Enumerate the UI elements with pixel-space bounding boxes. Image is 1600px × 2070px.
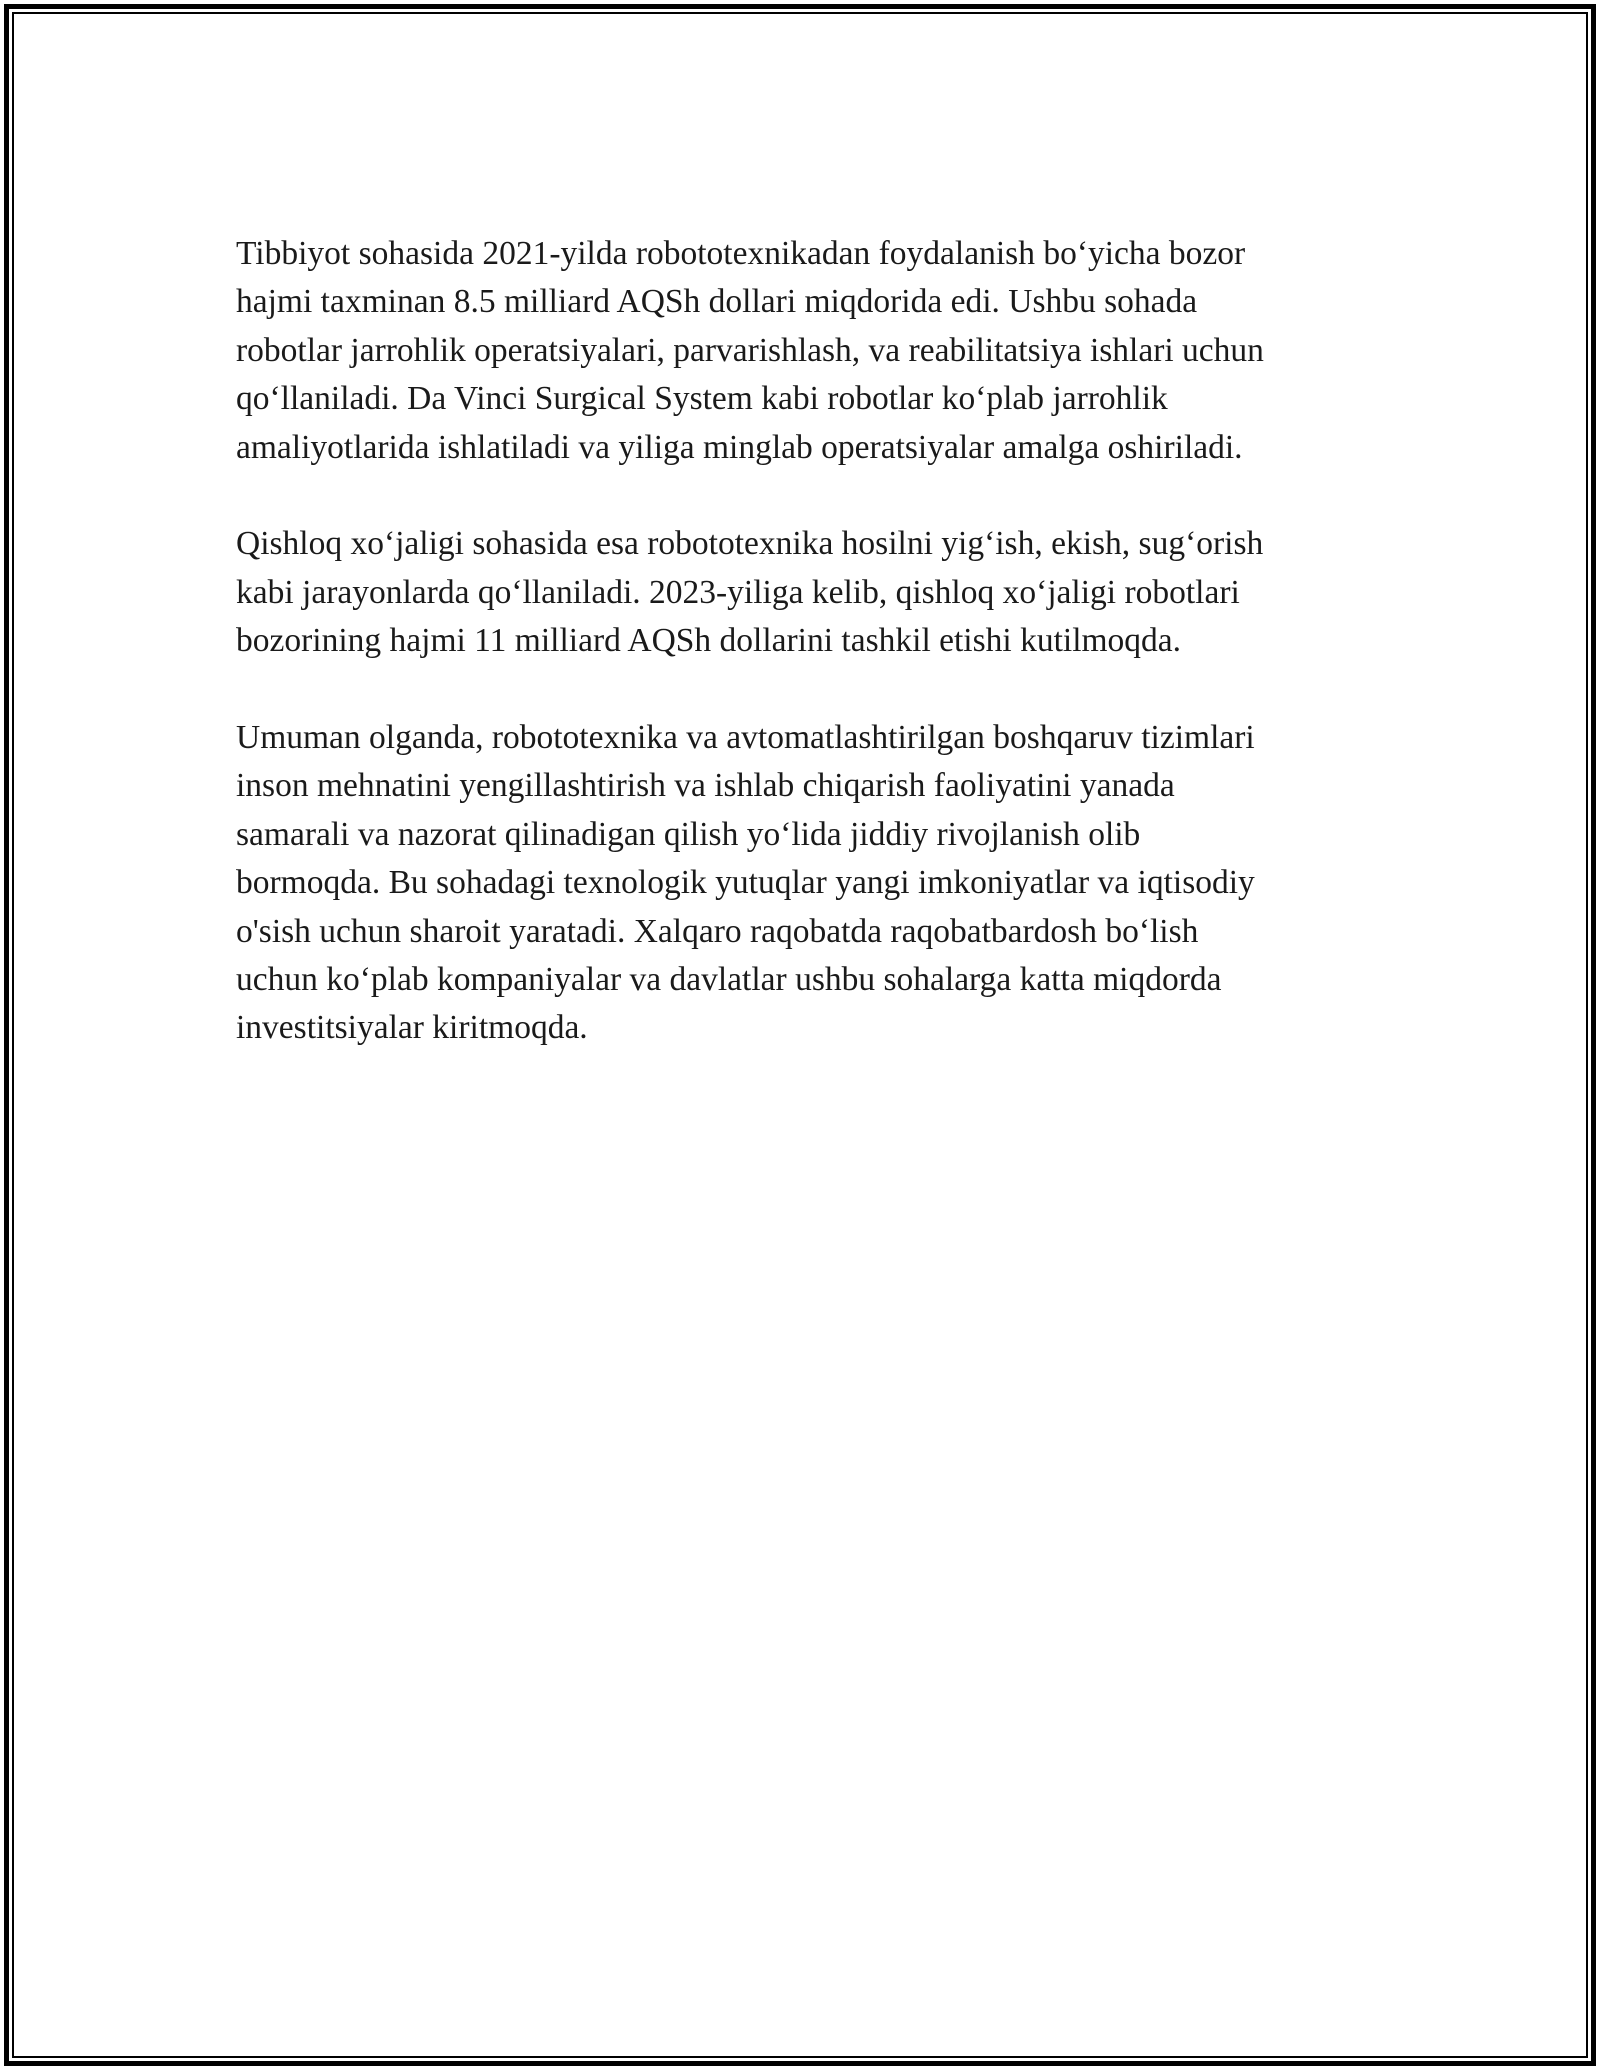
paragraph-medicine: Tibbiyot sohasida 2021-yilda robototexnikadan foydalanish bo‘yicha bozor hajmi taxminan 8.5 milliard AQSh dollari miqdorida edi. Ushbu sohada robotlar jarrohlik operatsiyalari, parvarishlash, va reabilitatsiya ishlari uchun qo‘llaniladi. Da Vinci Surgical System kabi robotlar ko‘plab jarrohlik amaliyotlarida ishlatiladi va yiliga minglab operatsiyalar amalga oshiriladi. [236,235,1264,466]
document-body [236,230,1386,1101]
paragraph-agriculture: Qishloq xo‘jaligi sohasida esa robototexnika hosilni yig‘ish, ekish, sug‘orish kabi jarayonlarda qo‘llaniladi. 2023-yiliga kelib, qishloq xo‘jaligi robotlari bozorining hajmi 11 milliard AQSh dollarini tashkil etishi kutilmoqda. [236,525,1264,660]
paragraph-conclusion: Umuman olganda, robototexnika va avtomatlashtirilgan boshqaruv tizimlari inson mehnatini yengillashtirish va ishlab chiqarish faoliyatini yanada samarali va nazorat qilinadigan qilish yo‘lida jiddiy rivojlanish olib bormoqda. Bu sohadagi texnologik yutuqlar yangi imkoniyatlar va iqtisodiy o'sish uchun sharoit yaratadi. Xalqaro raqobatda raqobatbardosh bo‘lish uchun ko‘plab kompaniyalar va davlatlar ushbu sohalarga katta miqdorda investitsiyalar kiritmoqda. [236,719,1255,1047]
